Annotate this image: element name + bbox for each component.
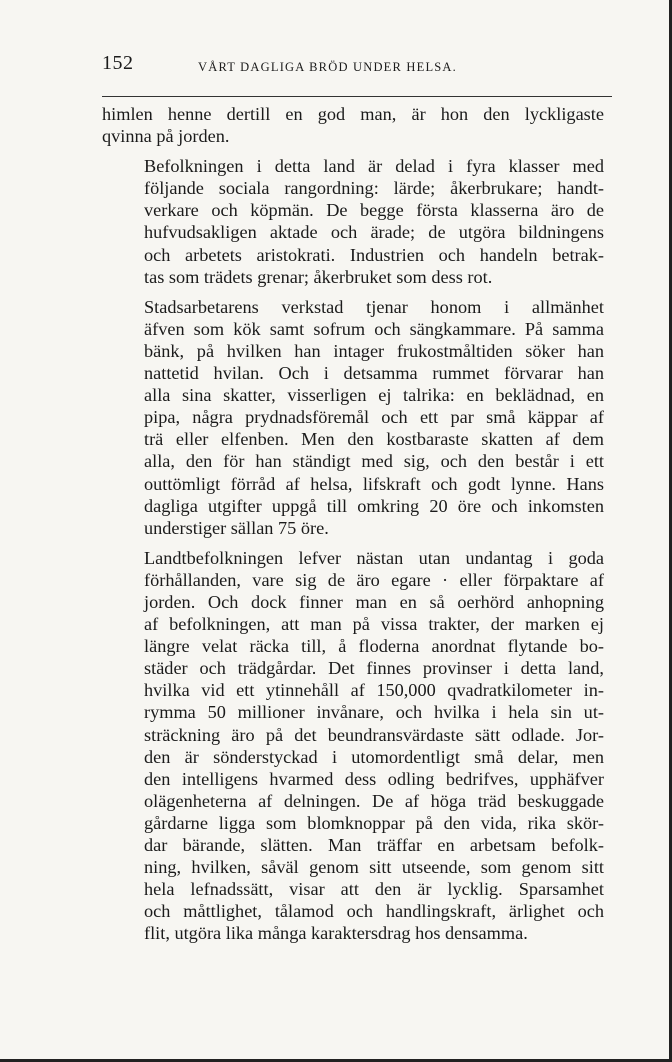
text-line: och måttlighet, tålamod och handlingskraft, ärlighet och [144, 901, 604, 922]
text-line: outtömligt förråd af helsa, lifskraft och godt lynne. Hans [144, 473, 604, 494]
page-number: 152 [102, 52, 134, 74]
paragraph [102, 103, 604, 147]
paragraph [102, 296, 604, 539]
text-line: pipa, några prydnadsföremål och ett par små käppar af [144, 407, 604, 428]
text-line: sträckning äro på det beundransvärdaste sätt odlade. Jor- [144, 724, 604, 745]
text-line: nattetid hvilan. Och i detsamma rummet förvarar han [144, 363, 604, 384]
book-page [102, 48, 604, 944]
text-line: äfven som kök samt sofrum och sängkammare. På samma [144, 318, 604, 339]
paragraph [102, 155, 604, 288]
text-line: den intelligens hvarmed dess odling bedrifves, upphäfver [144, 768, 604, 789]
text-line: hvilka vid ett ytinnehåll af 150,000 qvadratkilometer in- [144, 680, 604, 701]
text-line: städer och trädgårdar. Det finnes provinser i detta land, [144, 658, 604, 679]
text-line: jorden. Och dock finner man en så oerhörd anhopning [144, 591, 604, 612]
text-line: gårdarne ligga som blomknoppar på den vida, rika skör- [144, 812, 604, 833]
text-line: alla, den för han ständigt med sig, och den består i ett [144, 451, 604, 472]
text-line: längre velat räcka till, å floderna anordnat flytande bo- [144, 636, 604, 657]
text-line: alla sina skatter, visserligen ej talrika: en beklädnad, en [144, 385, 604, 406]
text-line: rymma 50 millioner invånare, och hvilka i hela sin ut- [144, 702, 604, 723]
text-line: Stadsarbetarens verkstad tjenar honom i allmänhet [144, 296, 604, 317]
text-line: och arbetets aristokrati. Industrien och handeln betrak- [144, 244, 604, 265]
text-line: följande sociala rangordning: lärde; åkerbrukare; handt- [144, 178, 604, 199]
text-line: understiger sällan 75 öre. [144, 517, 329, 538]
paragraph [102, 547, 604, 945]
text-line: Landtbefolkningen lefver nästan utan undantag i goda [144, 547, 604, 568]
text-line: verkare och köpmän. De begge första klasserna äro de [144, 200, 604, 221]
text-line: flit, utgöra lika många karaktersdrag hos densamma. [144, 923, 528, 944]
text-line: ning, hvilken, såväl genom sitt utseende, som genom sitt [144, 857, 604, 878]
text-line: qvinna på jorden. [102, 126, 230, 147]
text-line: af befolkningen, att man på vissa trakter, der marken ej [144, 614, 604, 635]
text-line: trä eller elfenben. Men den kostbaraste skatten af dem [144, 429, 604, 450]
text-line: dar bärande, slätten. Man träffar en arbetsam befolk- [144, 835, 604, 855]
text-line: Befolkningen i detta land är delad i fyra klasser med [144, 156, 604, 177]
header-rule [102, 96, 612, 97]
text-line: den är sönderstyckad i utomordentligt små delar, men [144, 746, 604, 767]
text-line: hela lefnadssätt, visar att den är lycklig. Sparsamhet [144, 879, 604, 900]
text-line: bänk, på hvilken han intager frukostmåltiden söker han [144, 340, 604, 361]
text-line: olägenheterna af delningen. De af höga träd beskuggade [144, 790, 604, 811]
text-line: tas som trädets grenar; åkerbruket som dess rot. [144, 266, 493, 287]
text-line: hufvudsakligen aktade och ärade; de utgöra bildningens [144, 222, 604, 243]
text-line: himlen henne dertill en god man, är hon den lyckligaste [102, 104, 604, 124]
body-text [102, 103, 604, 944]
text-line: dagliga utgifter uppgå till omkring 20 öre och inkomsten [144, 495, 604, 516]
text-line: förhållanden, vare sig de äro egare · eller förpaktare af [144, 569, 604, 590]
running-title: VÅRT DAGLIGA BRÖD UNDER HELSA. [198, 60, 457, 74]
running-head [102, 48, 604, 82]
